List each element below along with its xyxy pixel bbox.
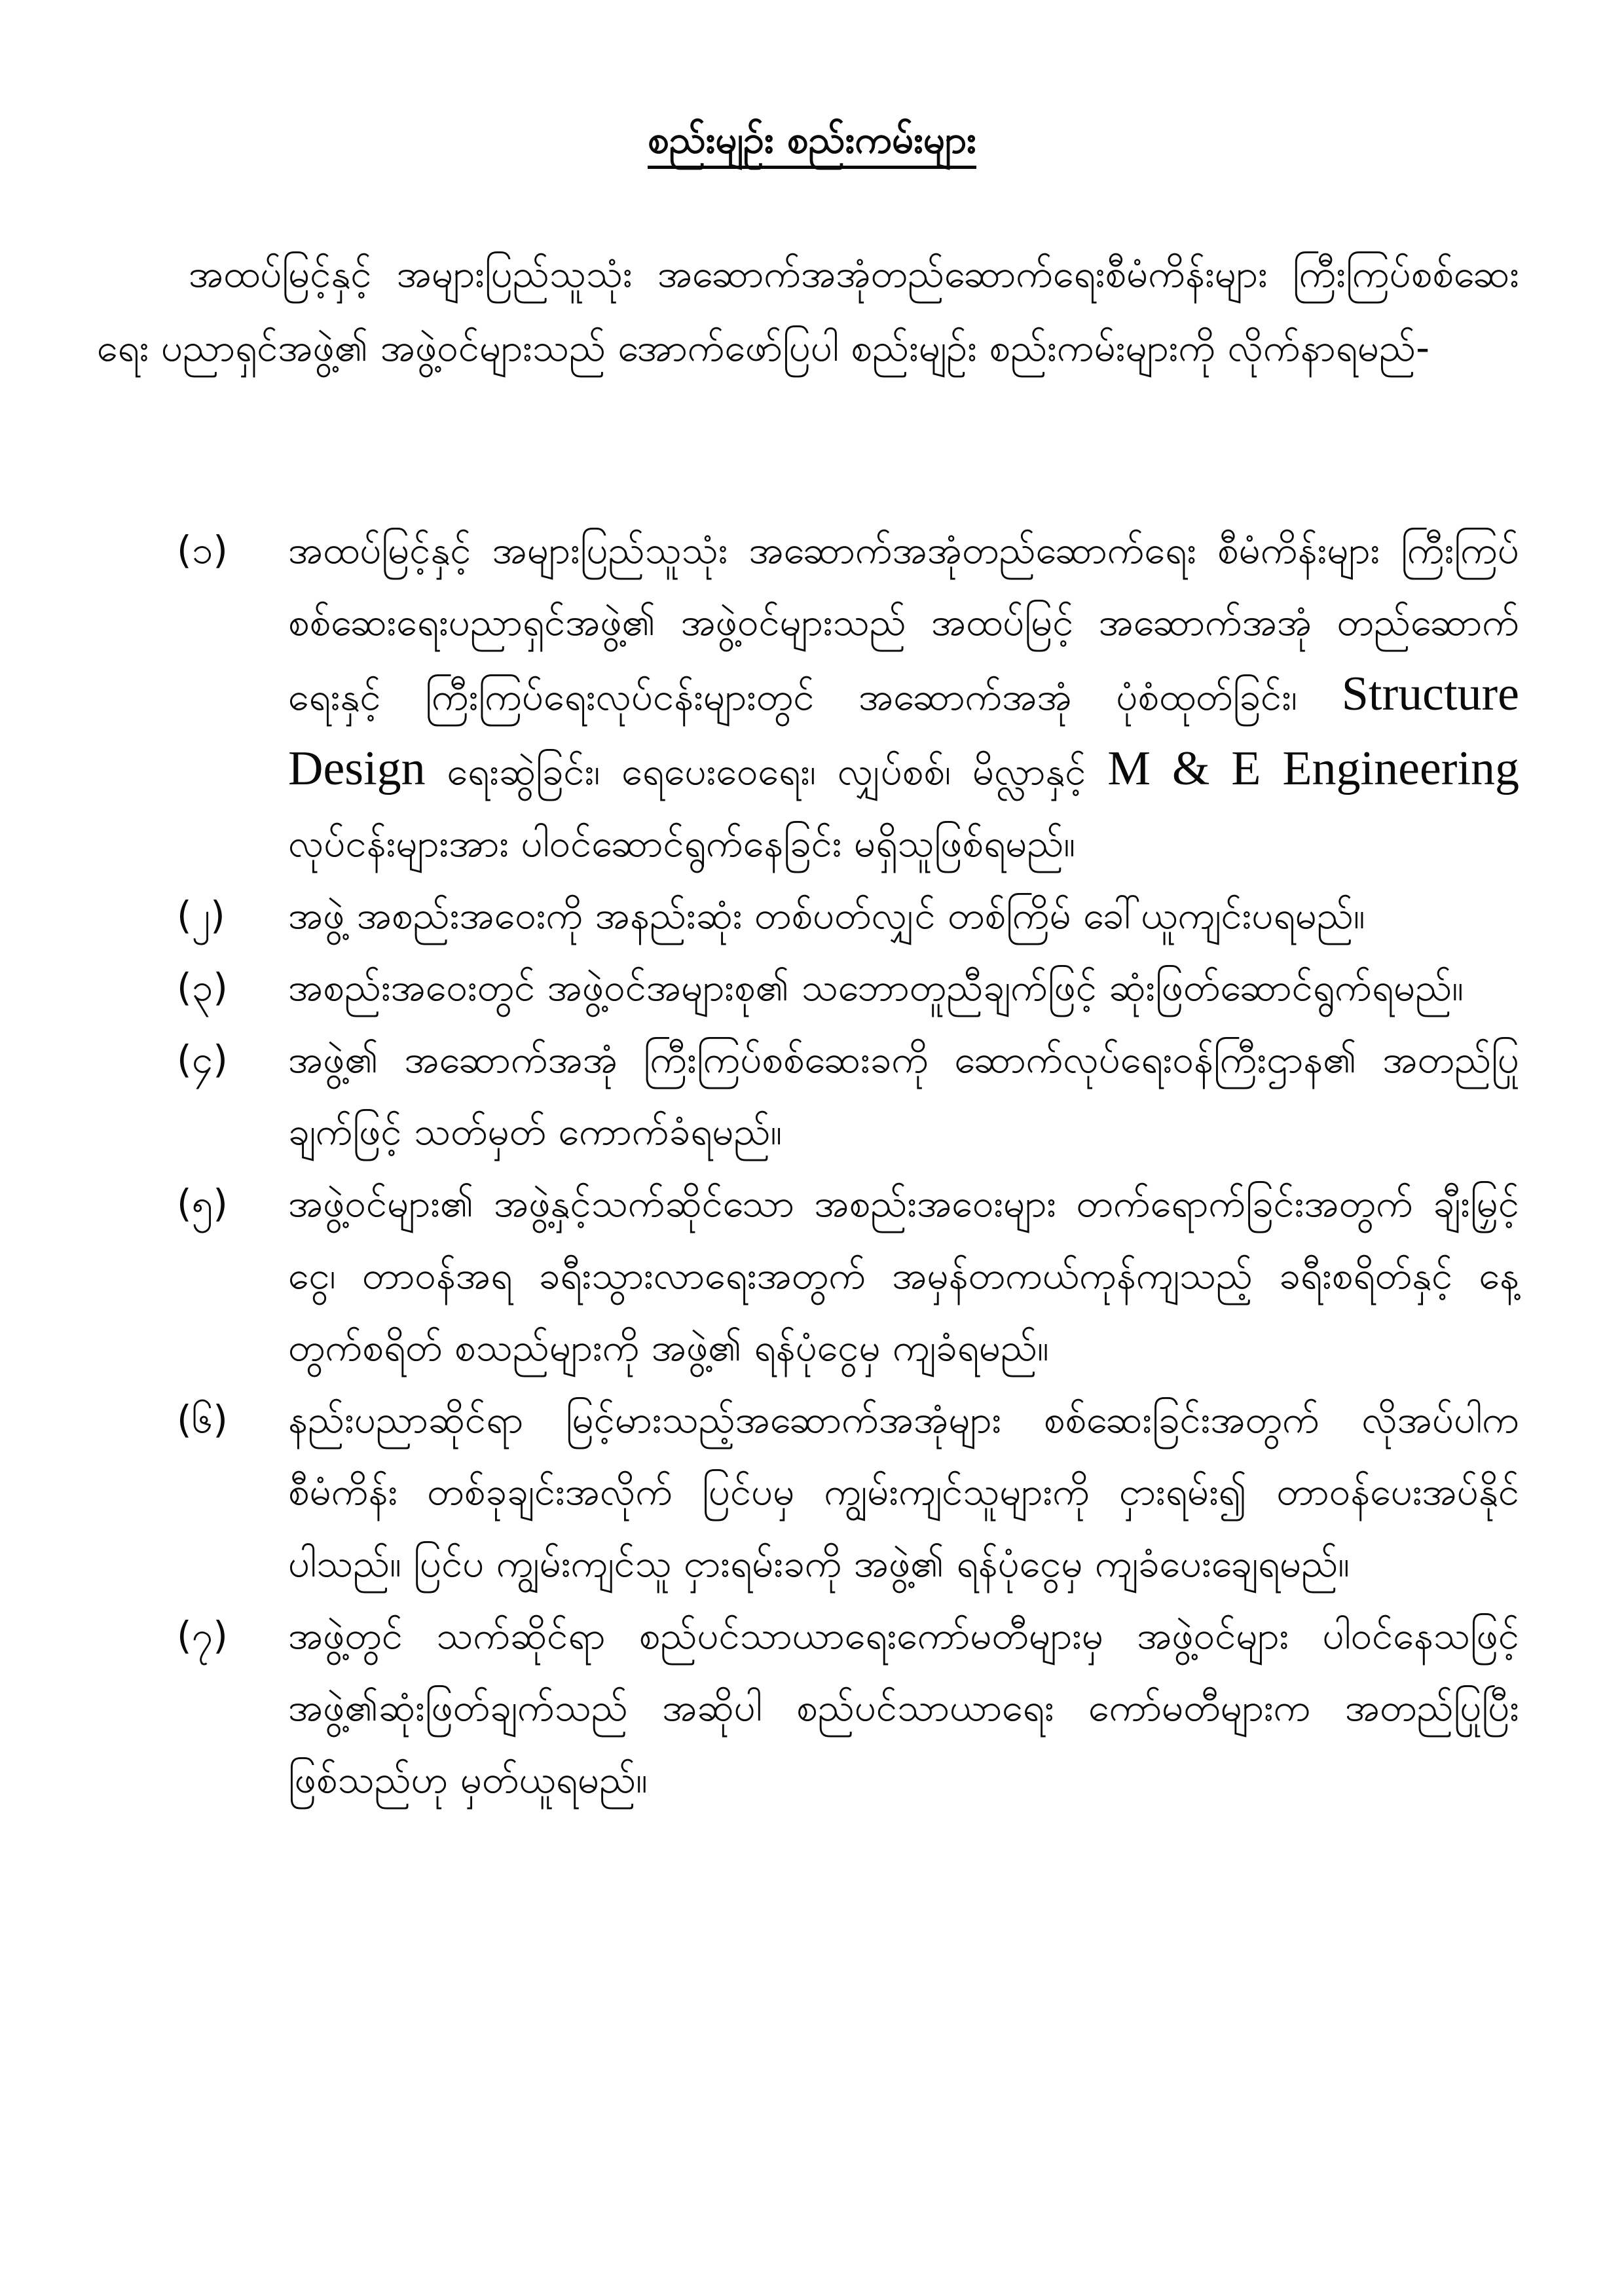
- rule-number: (၆): [177, 1397, 228, 1442]
- rule-item-2: [98, 879, 1519, 951]
- rule-item-5: [98, 1167, 1519, 1383]
- rule-text: နည်းပညာဆိုင်ရာ မြင့်မားသည့်အဆောက်အအုံများ စစ်ဆေးခြင်းအတွက် လိုအပ်ပါက စီမံကိန်း တစ်ခုချင်းအလိုက် ပြင်ပမှ ကျွမ်းကျင်သူများကို ငှားရမ်း၍ တာဝန်ပေးအပ်နိုင်ပါသည်။ ပြင်ပ ကျွမ်းကျင်သူ ငှားရမ်းခကို အဖွဲ့၏ ရန်ပုံငွေမှ ကျခံပေးချေရမည်။: [288, 1397, 1519, 1586]
- rule-text: [288, 514, 1519, 879]
- rule-text: အဖွဲ့တွင် သက်ဆိုင်ရာ စည်ပင်သာယာရေးကော်မတီများမှ အဖွဲ့ဝင်များ ပါဝင်နေသဖြင့် အဖွဲ့၏ဆုံးဖြတ်ချက်သည် အဆိုပါ စည်ပင်သာယာရေး ကော်မတီများက အတည်ပြုပြီးဖြစ်သည်ဟု မှတ်ယူရမည်။: [288, 1613, 1519, 1802]
- rule-latin-term: Structure Design: [288, 667, 1519, 795]
- rules-list: [98, 514, 1519, 1815]
- rule-item-7: [98, 1599, 1519, 1815]
- document-title: [0, 110, 1624, 169]
- rule-item-1: [98, 514, 1519, 879]
- rule-text: အဖွဲ့၏ အဆောက်အအုံ ကြီးကြပ်စစ်ဆေးခကို ဆောက်လုပ်ရေးဝန်ကြီးဌာန၏ အတည်ပြုချက်ဖြင့် သတ်မှတ် ကောက်ခံရမည်။: [288, 1037, 1519, 1154]
- rule-number: (၁): [177, 528, 228, 572]
- rule-item-6: [98, 1383, 1519, 1599]
- rule-text: အစည်းအဝေးတွင် အဖွဲ့ဝင်အများစု၏ သဘောတူညီချက်ဖြင့် ဆုံးဖြတ်ဆောင်ရွက်ရမည်။: [288, 965, 1464, 1010]
- document-title-text: စည်းမျဉ်း စည်းကမ်းများ: [648, 117, 976, 169]
- rule-text-part: ရေးဆွဲခြင်း၊ ရေပေးဝေရေး၊ လျှပ်စစ်၊ မိလ္လာနှင့်: [447, 749, 1086, 793]
- rule-text: အဖွဲ့ အစည်းအဝေးကို အနည်းဆုံး တစ်ပတ်လျှင် တစ်ကြိမ် ခေါ်ယူကျင်းပရမည်။: [288, 893, 1365, 938]
- rule-text-part: လုပ်ငန်းများအား ပါဝင်ဆောင်ရွက်နေခြင်း မရှိသူဖြစ်ရမည်။: [288, 821, 1076, 866]
- rule-number: (၂): [177, 893, 225, 938]
- intro-paragraph: အထပ်မြင့်နှင့် အများပြည်သူသုံး အဆောက်အအုံတည်ဆောက်ရေးစီမံကိန်းများ ကြီးကြပ်စစ်ဆေးရေး ပညာရှင်အဖွဲ့၏ အဖွဲ့ဝင်များသည် အောက်ဖော်ပြပါ စည်းမျဉ်း စည်းကမ်းများကို လိုက်နာရမည်-: [97, 251, 1519, 370]
- rule-text: အဖွဲ့ဝင်များ၏ အဖွဲ့နှင့်သက်ဆိုင်သော အစည်းအဝေးများ တက်ရောက်ခြင်းအတွက် ချီးမြှင့်ငွေ၊ တာဝန်အရ ခရီးသွားလာရေးအတွက် အမှန်တကယ်ကုန်ကျသည့် ခရီးစရိတ်နှင့် နေ့တွက်စရိတ် စသည်များကို အဖွဲ့၏ ရန်ပုံငွေမှ ကျခံရမည်။: [288, 1181, 1519, 1370]
- rule-item-4: [98, 1023, 1519, 1167]
- rule-text-part: အထပ်မြင့်နှင့် အများပြည်သူသုံး အဆောက်အအုံတည်ဆောက်ရေး စီမံကိန်းများ ကြီးကြပ်စစ်ဆေးရေးပညာရှင်အဖွဲ့၏ အဖွဲ့ဝင်များသည် အထပ်မြင့် အဆောက်အအုံ တည်ဆောက်ရေးနှင့် ကြီးကြပ်ရေးလုပ်ငန်းများတွင် အဆောက်အအုံ ပုံစံထုတ်ခြင်း၊: [288, 528, 1519, 719]
- rule-number: (၄): [177, 1037, 228, 1082]
- rule-latin-term: M & E Engineering: [1107, 742, 1520, 795]
- rule-number: (၅): [177, 1181, 228, 1226]
- rule-item-3: [98, 951, 1519, 1023]
- rule-number: (၇): [177, 1613, 228, 1658]
- rule-number: (၃): [177, 965, 228, 1010]
